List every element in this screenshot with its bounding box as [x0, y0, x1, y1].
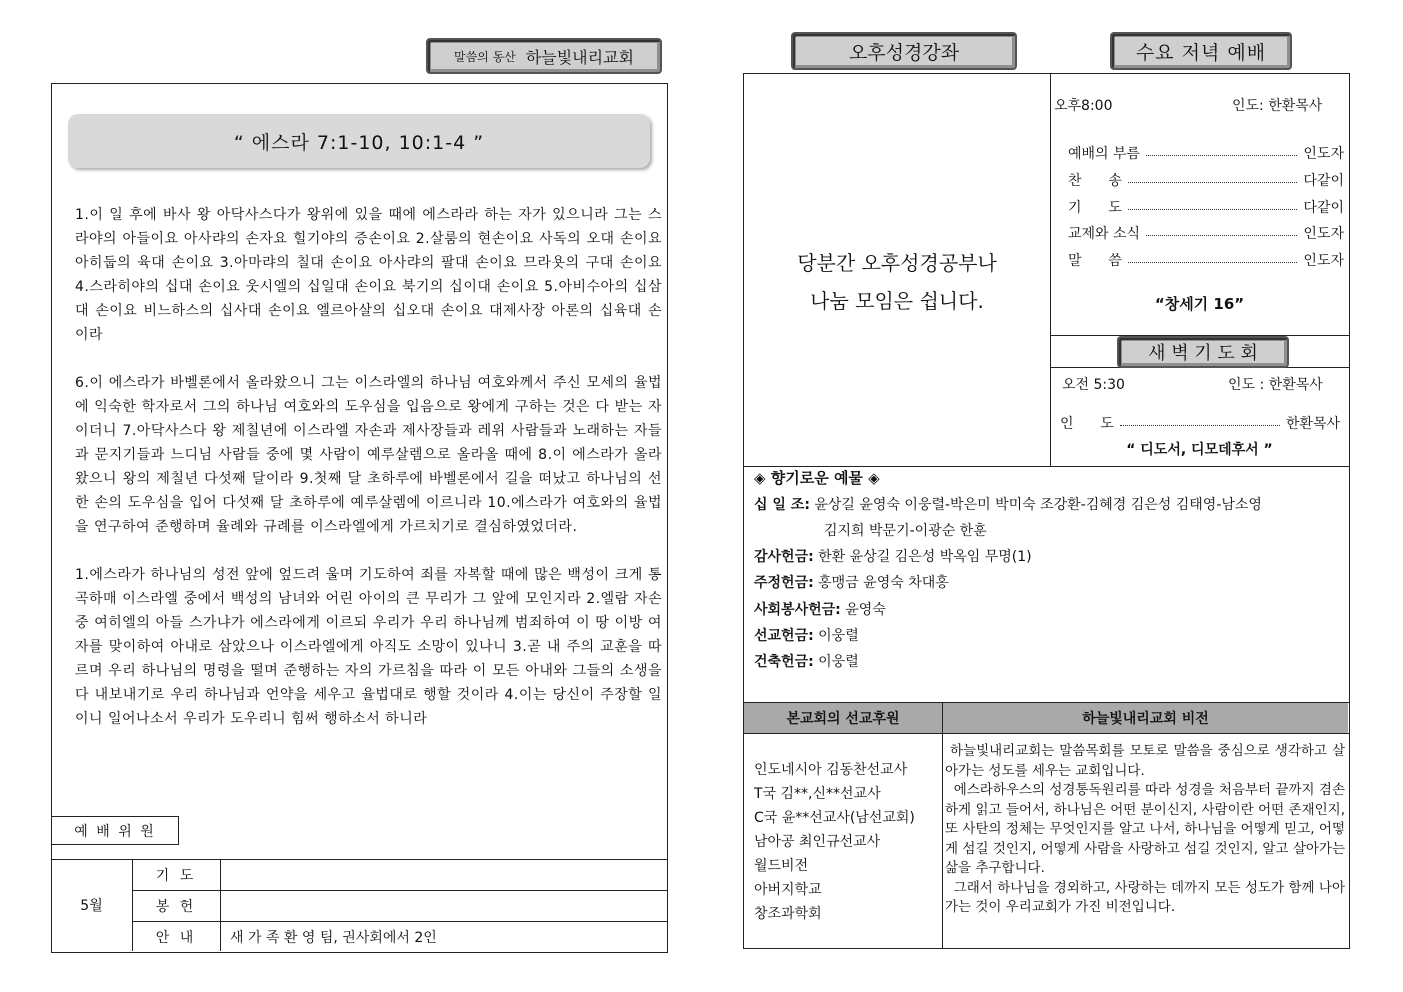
offering-label: 십 일 조:: [754, 497, 810, 513]
wednesday-leader: 인도: 한환목사: [1232, 98, 1323, 114]
offering-names: 홍맹금 윤영숙 차대홍: [818, 575, 949, 591]
order-who: 다같이: [1303, 200, 1344, 216]
offering-names: 윤영숙: [845, 602, 886, 618]
afternoon-header: 오후성경강좌: [848, 41, 960, 64]
dawn-leader: 인도 : 한환목사: [1228, 377, 1323, 393]
offerings-header: ◈ 향기로운 예물 ◈: [754, 469, 880, 487]
scripture-title: “ 에스라 7:1-10, 10:1-4 ”: [233, 131, 485, 154]
offering-line: [754, 625, 859, 647]
offering-line: [754, 651, 859, 673]
order-label: 예배의 부름: [1068, 146, 1141, 162]
mission-item: T국 김**,신**선교사: [754, 786, 881, 802]
afternoon-notice-line: 당분간 오후성경공부나: [797, 251, 997, 275]
dawn-header-badge: [1117, 336, 1289, 368]
offering-names: 한환 윤상길 김은성 박옥임 무명(1): [818, 549, 1032, 565]
role-prayer: 기 도: [155, 868, 197, 884]
offering-line: [754, 572, 949, 594]
order-who: 다같이: [1303, 173, 1344, 189]
afternoon-header-badge: [791, 32, 1017, 70]
missions-header-cell: [744, 703, 942, 733]
wednesday-sermon: “창세기 16”: [1154, 295, 1245, 313]
mission-item: 창조과학회: [754, 906, 822, 922]
vision-header: 하늘빛내리교회 비전: [1082, 711, 1209, 727]
mission-item: 인도네시아 김동찬선교사: [754, 762, 908, 778]
offering-label: 건축헌금:: [754, 654, 814, 670]
dawn-row-who: 한환목사: [1285, 416, 1340, 432]
mission-item: 남아공 최인규선교사: [754, 834, 881, 850]
mission-item: 월드비전: [754, 858, 809, 874]
missions-list: [754, 758, 915, 926]
order-row: [1068, 250, 1344, 270]
dawn-row: [1060, 413, 1340, 433]
afternoon-notice: [744, 244, 1050, 320]
dawn-sermon: “ 디도서, 디모데후서 ”: [1126, 442, 1273, 458]
offering-line: [824, 520, 987, 542]
order-who: 인도자: [1303, 253, 1344, 269]
scripture-paragraph: 1.에스라가 하나님의 성전 앞에 엎드려 울며 기도하여 죄를 자복할 때에 많은 백성이 크게 통곡하매 이스라엘 중에서 백성의 남녀와 어린 아이의 큰 무리가 그 앞에 모인지라 2.엘람 자손 중 여히엘의 아들 스가냐가 에스라에게 이르되 우리가 우리 하나님께 범죄하여 이 땅 이방 여자를 맞이하여 아내로 삼았으나 이스라엘에게 아직도 소망이 있나니 3.곧 내 주의 교훈을 따르며 우리 하나님의 명령을 떨며 준행하는 자의 가르침을 따라 이 모든 아내와 그들의 소생을 다 내보내기로 우리 하나님과 언약을 세우고 율법대로 행할 것이라 4.이는 당신이 주장할 일이니 일어나소서 우리가 도우리니 힘써 행하소서 하니라: [75, 567, 662, 727]
offering-names: 김지희 박문기-이광순 한훈: [824, 523, 987, 539]
wednesday-header: 수요 저녁 예배: [1135, 41, 1267, 64]
worship-committee-label: 예 배 위 원: [74, 823, 156, 840]
order-row: [1068, 197, 1344, 217]
offering-label: 감사헌금:: [754, 549, 814, 565]
order-who: 인도자: [1303, 146, 1344, 162]
offering-label: 사회봉사헌금:: [754, 602, 841, 618]
offering-names: 이웅렬: [818, 654, 859, 670]
afternoon-notice-line: 나눔 모임은 쉽니다.: [810, 289, 984, 313]
missions-header: 본교회의 선교후원: [786, 711, 900, 727]
dawn-time: 오전 5:30: [1062, 377, 1125, 393]
scripture-text: [75, 203, 662, 755]
role-offering: 봉 헌: [155, 899, 197, 915]
offering-label: 선교헌금:: [754, 628, 814, 644]
offering-line: [754, 494, 1262, 516]
role-usher: 안 내: [155, 929, 197, 946]
order-label: 찬 송: [1068, 173, 1122, 189]
worship-committee-label-box: [51, 816, 179, 845]
scripture-paragraph: 1.이 일 후에 바사 왕 아닥사스다가 왕위에 있을 때에 에스라라 하는 자가 있으니라 그는 스라야의 아들이요 아사랴의 손자요 힐기야의 증손이요 2.살룸의 현손이요 사독의 오대 손이요 아히둡의 육대 손이요 3.아마랴의 칠대 손이요 아사랴의 팔대 손이요 므라욧의 구대 손이요 4.스라히야의 십대 손이요 웃시엘의 십일대 손이요 북기의 십이대 손이요 5.아비수아의 십삼대 손이요 비느하스의 십사대 손이요 엘르아살의 십오대 손이요 대제사장 아론의 십육대 손이라: [75, 207, 662, 343]
offering-names: 이웅렬: [818, 628, 859, 644]
order-label: 기 도: [1068, 200, 1122, 216]
order-row: [1068, 170, 1344, 190]
dawn-row-label: 인 도: [1060, 416, 1114, 432]
header-prefix: 말씀의 동산: [454, 49, 516, 64]
church-name: 하늘빛내리교회: [525, 47, 634, 67]
offering-names: 윤상길 윤영숙 이웅렬-박은미 박미숙 조강환-김혜경 김은성 김태영-남소영: [814, 497, 1262, 513]
mission-item: 아버지학교: [754, 882, 822, 898]
value-prayer: [230, 860, 660, 890]
wednesday-header-badge: [1110, 32, 1292, 70]
scripture-paragraph: 6.이 에스라가 바벨론에서 올라왔으니 그는 이스라엘의 하나님 여호와께서 주신 모세의 율법에 익숙한 학자로서 그의 하나님 여호와의 도우심을 입음으로 왕에게 구하는 것은 다 받는 자이더니 7.아닥사스다 왕 제칠년에 이스라엘 자손과 제사장들과 레위 사람들과 노래하는 자들과 문지기들과 느디님 사람들 중에 몇 사람이 예루살렘으로 올라올 때에 8.이 에스라가 올라왔으니 왕의 제칠년 다섯째 달이라 9.첫째 달 초하루에 바벨론에서 길을 떠났고 하나님의 선한 손의 도우심을 입어 다섯째 달 초하루에 예루살렘에 이르니라 10.에스라가 여호와의 율법을 연구하여 준행하며 율례와 규례를 이스라엘에게 가르치기로 결심하였었더라.: [75, 375, 662, 535]
church-header-badge: [426, 38, 662, 74]
order-who: 인도자: [1303, 226, 1344, 242]
value-usher: 새 가 족 환 영 팀, 권사회에서 2인: [230, 929, 437, 946]
order-row: [1068, 143, 1344, 163]
vision-text: 하늘빛내리교회는 말씀목회를 모토로 말씀을 중심으로 생각하고 살아가는 성도를 세우는 교회입니다. 에스라하우스의 성경통독원리를 따라 성경을 처음부터 끝까지 겸손하게 읽고 들어서, 하나님은 어떤 분이신지, 사람이란 어떤 존재인지, 또 사탄의 정체는 무엇인지를 알고 나서, 하나님을 어떻게 믿고, 어떻게 섬길 것인지, 어떻게 사람을 사랑하고 섬길 것인지, 알고 살아가는 삶을 추구합니다. 그래서 하나님을 경외하고, 사랑하는 데까지 모든 성도가 함께 나아가는 것이 우리교회가 가진 비전입니다.: [945, 743, 1345, 915]
value-offering: [230, 891, 660, 921]
vision-header-cell: [943, 703, 1348, 733]
dawn-header: 새 벽 기 도 회: [1148, 343, 1258, 364]
mission-item: C국 윤**선교사(남선교회): [754, 810, 915, 826]
month-cell: 5월: [80, 898, 103, 914]
order-label: 말 씀: [1068, 253, 1122, 269]
offering-line: [754, 599, 886, 621]
offering-label: 주정헌금:: [754, 575, 814, 591]
scripture-title-bar: [68, 114, 650, 168]
wednesday-time: 오후8:00: [1054, 98, 1113, 114]
order-label: 교제와 소식: [1068, 226, 1141, 242]
order-row: [1068, 223, 1344, 243]
offering-line: [754, 546, 1032, 568]
